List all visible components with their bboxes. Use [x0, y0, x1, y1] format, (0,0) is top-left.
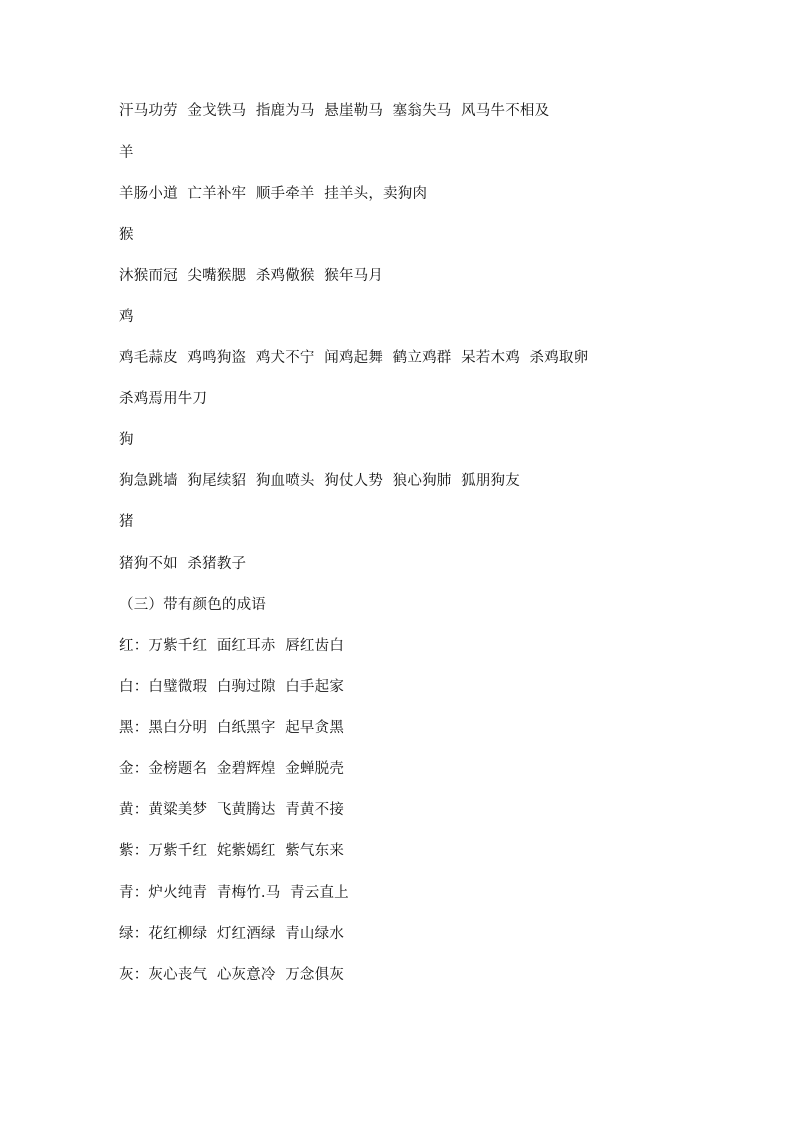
text-line-rooster-idioms-cont: 杀鸡焉用牛刀 [119, 391, 208, 407]
text-line-white: 白：白璧微瑕 白驹过隙 白手起家 [119, 679, 345, 695]
text-line-gold: 金：金榜题名 金碧辉煌 金蝉脱壳 [119, 761, 345, 777]
text-line-green: 绿：花红柳绿 灯红酒绿 青山绿水 [119, 926, 345, 942]
heading-dog: 狗 [119, 432, 134, 448]
text-line-pig-idioms: 猪狗不如 杀猪教子 [119, 556, 247, 572]
text-line-black: 黑：黑白分明 白纸黑字 起早贪黑 [119, 720, 345, 736]
text-line-cyan: 青：炉火纯青 青梅竹.马 青云直上 [119, 885, 349, 901]
text-line-sheep-idioms: 羊肠小道 亡羊补牢 顺手牵羊 挂羊头，卖狗肉 [119, 186, 428, 202]
heading-pig: 猪 [119, 514, 134, 530]
text-line-dog-idioms: 狗急跳墙 狗尾续貂 狗血喷头 狗仗人势 狼心狗肺 狐朋狗友 [119, 473, 520, 489]
text-line-gray: 灰：灰心丧气 心灰意冷 万念俱灰 [119, 967, 345, 983]
text-line-monkey-idioms: 沐猴而冠 尖嘴猴腮 杀鸡儆猴 猴年马月 [119, 268, 384, 284]
text-line-rooster-idioms: 鸡毛蒜皮 鸡鸣狗盗 鸡犬不宁 闻鸡起舞 鹤立鸡群 呆若木鸡 杀鸡取卵 [119, 350, 589, 366]
text-line-red: 红：万紫千红 面红耳赤 唇红齿白 [119, 638, 345, 654]
heading-monkey: 猴 [119, 227, 134, 243]
text-line-yellow: 黄：黄粱美梦 飞黄腾达 青黄不接 [119, 802, 345, 818]
heading-sheep: 羊 [119, 145, 134, 161]
section-heading-color-idioms: （三）带有颜色的成语 [119, 597, 266, 613]
text-line-purple: 紫：万紫千红 姹紫嫣红 紫气东来 [119, 843, 345, 859]
text-line-horse-idioms: 汗马功劳 金戈铁马 指鹿为马 悬崖勒马 塞翁失马 风马牛不相及 [119, 103, 550, 119]
heading-rooster: 鸡 [119, 309, 134, 325]
